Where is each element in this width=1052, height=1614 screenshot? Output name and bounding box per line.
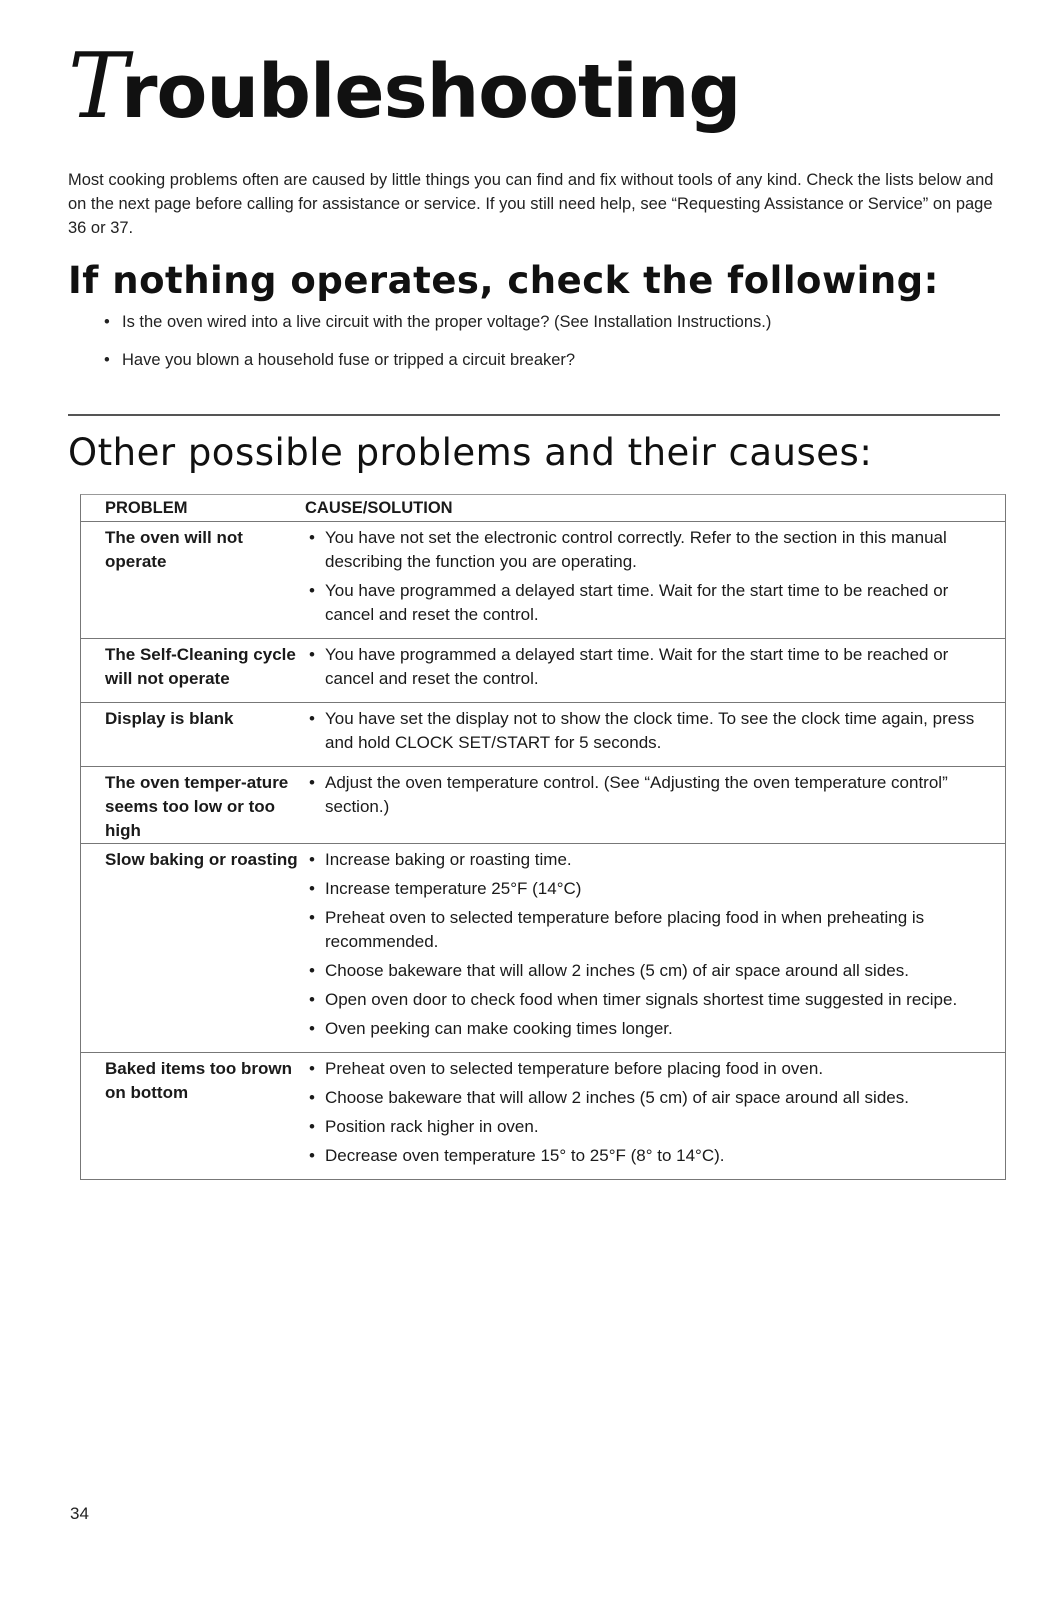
problem-cell: The Self-Cleaning cycle will not operate [105,645,296,688]
cause-item: • Preheat oven to selected temperature before placing food in oven. [305,1057,993,1081]
intro-paragraph: Most cooking problems often are caused by little things you can find and fix without tools of any kind. Check the lists below and on the next page before calling for assistance or service. If you still need help, see “Requesting Assistance or Service” on page 36 or 37. [68,171,994,237]
checklist-item: • Have you blown a household fuse or tripped a circuit breaker? [104,348,904,372]
table-header-row [81,495,1005,521]
checklist-item: • Is the oven wired into a live circuit with the proper voltage? (See Installation Instructions.) [104,310,904,334]
section-heading-nothing-operates: If nothing operates, check the following: [68,259,939,302]
column-header-cause: CAUSE/SOLUTION [305,499,453,517]
cause-list [305,707,993,755]
cause-cell [305,639,1005,702]
table-row [81,1052,1005,1179]
cause-item: • Adjust the oven temperature control. (See “Adjusting the oven temperature control” section.) [305,771,993,819]
problems-table [80,494,1006,1180]
section-heading-other-problems: Other possible problems and their causes: [68,431,873,474]
page-number: 34 [70,1504,89,1523]
table-row [81,521,1005,638]
problem-cell: Display is blank [105,709,234,728]
cause-cell [305,844,1005,1052]
cause-item: • Decrease oven temperature 15° to 25°F (8° to 14°C). [305,1144,993,1168]
problem-cell: The oven will not operate [105,528,243,571]
cause-item: • You have programmed a delayed start time. Wait for the start time to be reached or cancel and reset the control. [305,643,993,691]
cause-list [305,1057,993,1168]
title-initial: T [68,34,128,139]
column-header-problem: PROBLEM [105,499,188,517]
cause-list [305,771,993,819]
cause-item: • Choose bakeware that will allow 2 inches (5 cm) of air space around all sides. [305,1086,993,1110]
page-title [68,34,741,139]
title-rest: roubleshooting [121,49,741,135]
cause-item: • You have programmed a delayed start time. Wait for the start time to be reached or cancel and reset the control. [305,579,993,627]
table-row [81,766,1005,843]
cause-list [305,643,993,691]
cause-list [305,526,993,627]
problem-cell: Baked items too brown on bottom [105,1059,293,1102]
cause-cell [305,703,1005,766]
problem-cell: The oven temper-ature seems too low or too high [105,773,289,840]
cause-item: • You have set the display not to show the clock time. To see the clock time again, press and hold CLOCK SET/START for 5 seconds. [305,707,993,755]
cause-item: • Increase temperature 25°F (14°C) [305,877,993,901]
nothing-operates-checklist [104,310,904,386]
cause-item: • Choose bakeware that will allow 2 inches (5 cm) of air space around all sides. [305,959,993,983]
cause-item: • Preheat oven to selected temperature before placing food in when preheating is recommended. [305,906,993,954]
cause-item: • Oven peeking can make cooking times longer. [305,1017,993,1041]
cause-item: • You have not set the electronic control correctly. Refer to the section in this manual describing the function you are operating. [305,526,993,574]
cause-item: • Increase baking or roasting time. [305,848,993,872]
cause-cell [305,1053,1005,1179]
cause-list [305,848,993,1041]
cause-item: • Position rack higher in oven. [305,1115,993,1139]
table-row [81,843,1005,1052]
problem-cell: Slow baking or roasting [105,850,298,869]
table-row [81,702,1005,766]
cause-cell [305,767,1005,843]
section-divider [68,414,1000,416]
cause-cell [305,522,1005,638]
cause-item: • Open oven door to check food when timer signals shortest time suggested in recipe. [305,988,993,1012]
table-row [81,638,1005,702]
